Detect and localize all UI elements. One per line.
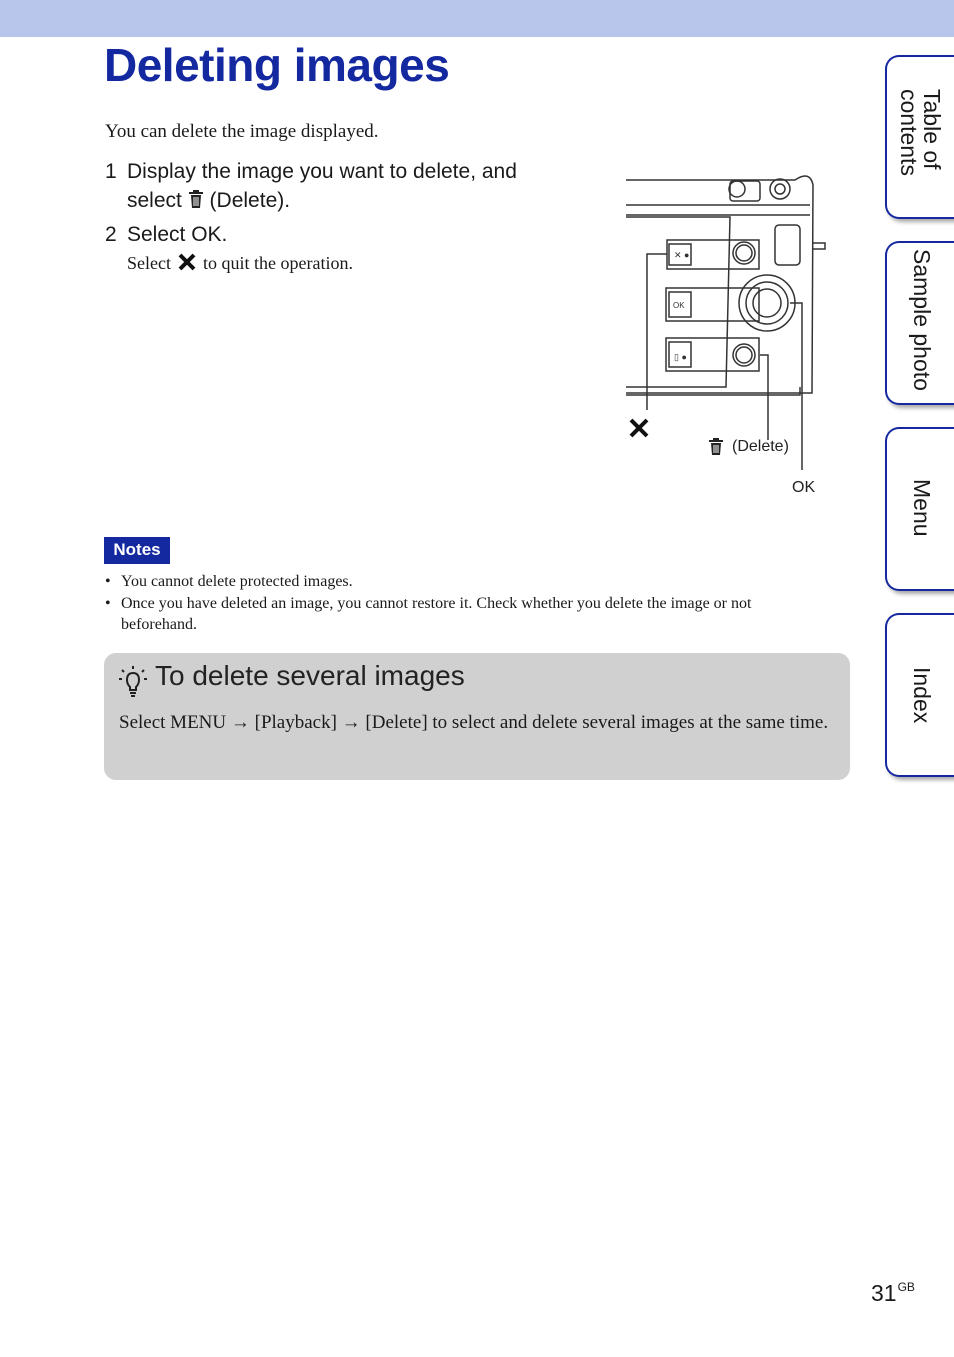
notes-badge: Notes [104,537,170,564]
tab-label: Sample photo [909,249,935,391]
note-item: • You cannot delete protected images. [104,571,824,592]
camera-illustration [620,165,835,510]
page-title: Deleting images [104,39,450,91]
tab-label: Menu [909,479,935,537]
header-band [0,0,954,37]
hint-title: To delete several images [155,660,465,691]
page-number [871,1280,915,1307]
substep [127,252,353,277]
step-text: Select OK. [127,223,228,246]
substep-text: to quit the operation. [202,253,353,273]
step-text: select [127,189,182,212]
tab-label: Index [909,667,935,724]
tab-label: Table of contents [896,89,945,176]
step-number: 1 [105,160,117,183]
step-text: (Delete). [209,189,291,212]
page-suffix: GB [897,1280,915,1294]
intro-text: You can delete the image displayed. [105,121,379,142]
lightbulb-icon [118,665,148,702]
substep-text: Select [127,253,171,273]
svg-text:▯ ●: ▯ ● [674,352,687,362]
tab-sample-photo[interactable] [885,241,954,405]
notes-list [104,571,824,636]
hint-box [104,653,850,780]
svg-text:OK: OK [673,301,685,310]
tab-menu[interactable] [885,427,954,591]
step-number: 2 [105,223,117,246]
tab-table-of-contents[interactable] [885,55,954,219]
delete-label: (Delete) [732,438,789,455]
step-2 [105,220,227,249]
cross-icon [177,252,197,277]
svg-text:✕ ●: ✕ ● [674,250,690,260]
note-item: • Once you have deleted an image, you cannot restore it. Check whether you delete the image or not beforehand. [104,593,824,635]
hint-text: Select MENU → [Playback] → [Delete] to select and delete several images at the same time. [119,712,829,733]
ok-label: OK [792,479,816,496]
trash-icon [188,188,204,217]
tab-index[interactable] [885,613,954,777]
page-number-value: 31 [871,1280,897,1306]
step-text: Display the image you want to delete, and [127,160,517,183]
step-1 [105,157,517,217]
